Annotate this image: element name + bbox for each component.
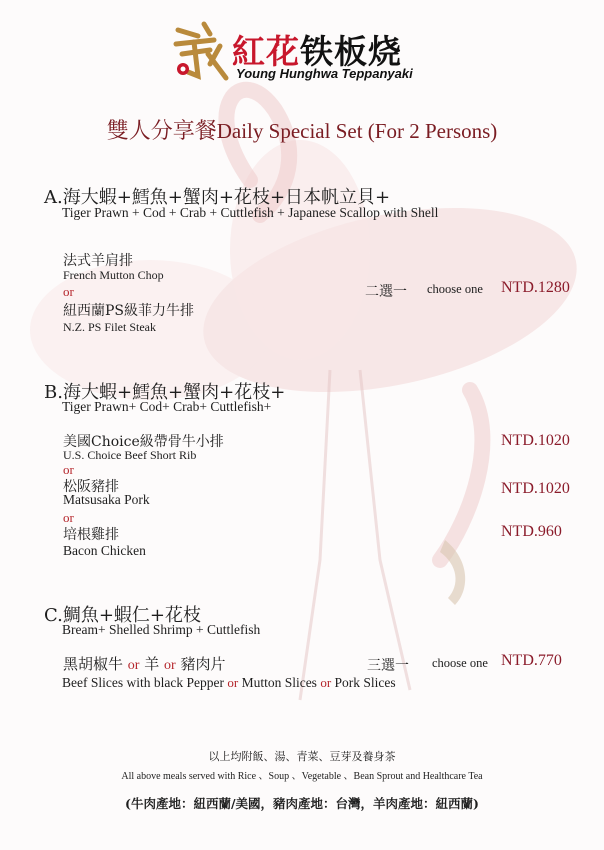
section-a-price: NTD.1280 [501,279,570,296]
section-a-item1-en: French Mutton Chop [63,268,164,282]
section-c-item-en-a: Beef Slices with black Pepper [62,675,224,690]
logo-mark-icon [170,20,240,82]
section-a-or: or [63,284,74,299]
section-c-price: NTD.770 [501,652,562,669]
section-a-choose-cn: 二選一 [365,284,407,300]
section-c-item-cn [63,653,226,674]
section-b-item3-en: Bacon Chicken [63,543,146,558]
section-c-heading-cn: C.鯛魚+蝦仁+花枝 [44,605,202,626]
section-a-heading-en: Tiger Prawn + Cod + Crab + Cuttlefish + Japanese Scallop with Shell [62,205,439,220]
section-b-or1: or [63,462,74,477]
section-b-item1-cn: 美國Choice級帶骨牛小排 [63,434,224,450]
section-b-heading-en: Tiger Prawn+ Cod+ Crab+ Cuttlefish+ [62,399,272,414]
title-en: Daily Special Set (For 2 Persons) [216,119,498,143]
section-b-item2-en: Matsusaka Pork [63,492,150,507]
brand-name-cn-red: 紅花 [232,32,300,71]
footer-note-cn: 以上均附飯、湯、青菜、豆芽及養身茶 [208,750,396,763]
section-c-item-cn-c: 豬肉片 [180,655,226,673]
section-c-heading-en: Bream+ Shelled Shrimp + Cuttlefish [62,622,261,637]
page-title [0,114,604,145]
section-b-item1-en: U.S. Choice Beef Short Rib [63,448,197,462]
section-a-choose-en: choose one [427,282,483,296]
section-b-heading-cn: B.海大蝦+鱈魚+蟹肉+花枝+ [44,382,286,403]
footer-note-en: All above meals served with Rice 、Soup 、Vegetable 、Bean Sprout and Healthcare Tea [121,771,483,782]
section-c-item-en [62,675,396,691]
section-c-item-cn-b: 羊 [144,655,160,673]
section-c-item-en-c: Pork Slices [334,675,396,690]
section-b-price1: NTD.1020 [501,432,570,449]
section-b-item3-cn: 培根雞排 [63,527,119,543]
section-c-choose-cn: 三選一 [367,658,409,674]
section-c-or2: or [164,658,176,673]
section-c-or1: or [127,658,140,673]
section-a-item2-cn: 紐西蘭PS級菲力牛排 [63,303,195,319]
section-b-price2: NTD.1020 [501,480,570,497]
brand-name-en: Young Hunghwa Teppanyaki [236,66,413,81]
section-c-item-en-b: Mutton Slices [241,675,317,690]
meat-origin-note: (牛肉產地：紐西蘭/美國，豬肉產地：台灣，羊肉產地：紐西蘭) [125,796,479,811]
brand-name-cn-dark: 铁板烧 [300,32,402,71]
section-a-item2-en: N.Z. PS Filet Steak [63,320,157,334]
section-c-item-cn-a: 黑胡椒牛 [63,655,124,673]
section-b-price3: NTD.960 [501,523,562,540]
section-a-item1-cn: 法式羊肩排 [63,253,133,269]
section-c-or4: or [320,675,332,690]
section-b-item2-cn: 松阪豬排 [63,479,119,495]
section-b-or2: or [63,510,74,525]
section-c-choose-en: choose one [432,656,488,670]
section-a-heading-cn: A.海大蝦+鱈魚+蟹肉+花枝+日本帆立貝+ [44,187,391,208]
title-cn: 雙人分享餐 [106,119,217,144]
section-c-or3: or [227,675,239,690]
